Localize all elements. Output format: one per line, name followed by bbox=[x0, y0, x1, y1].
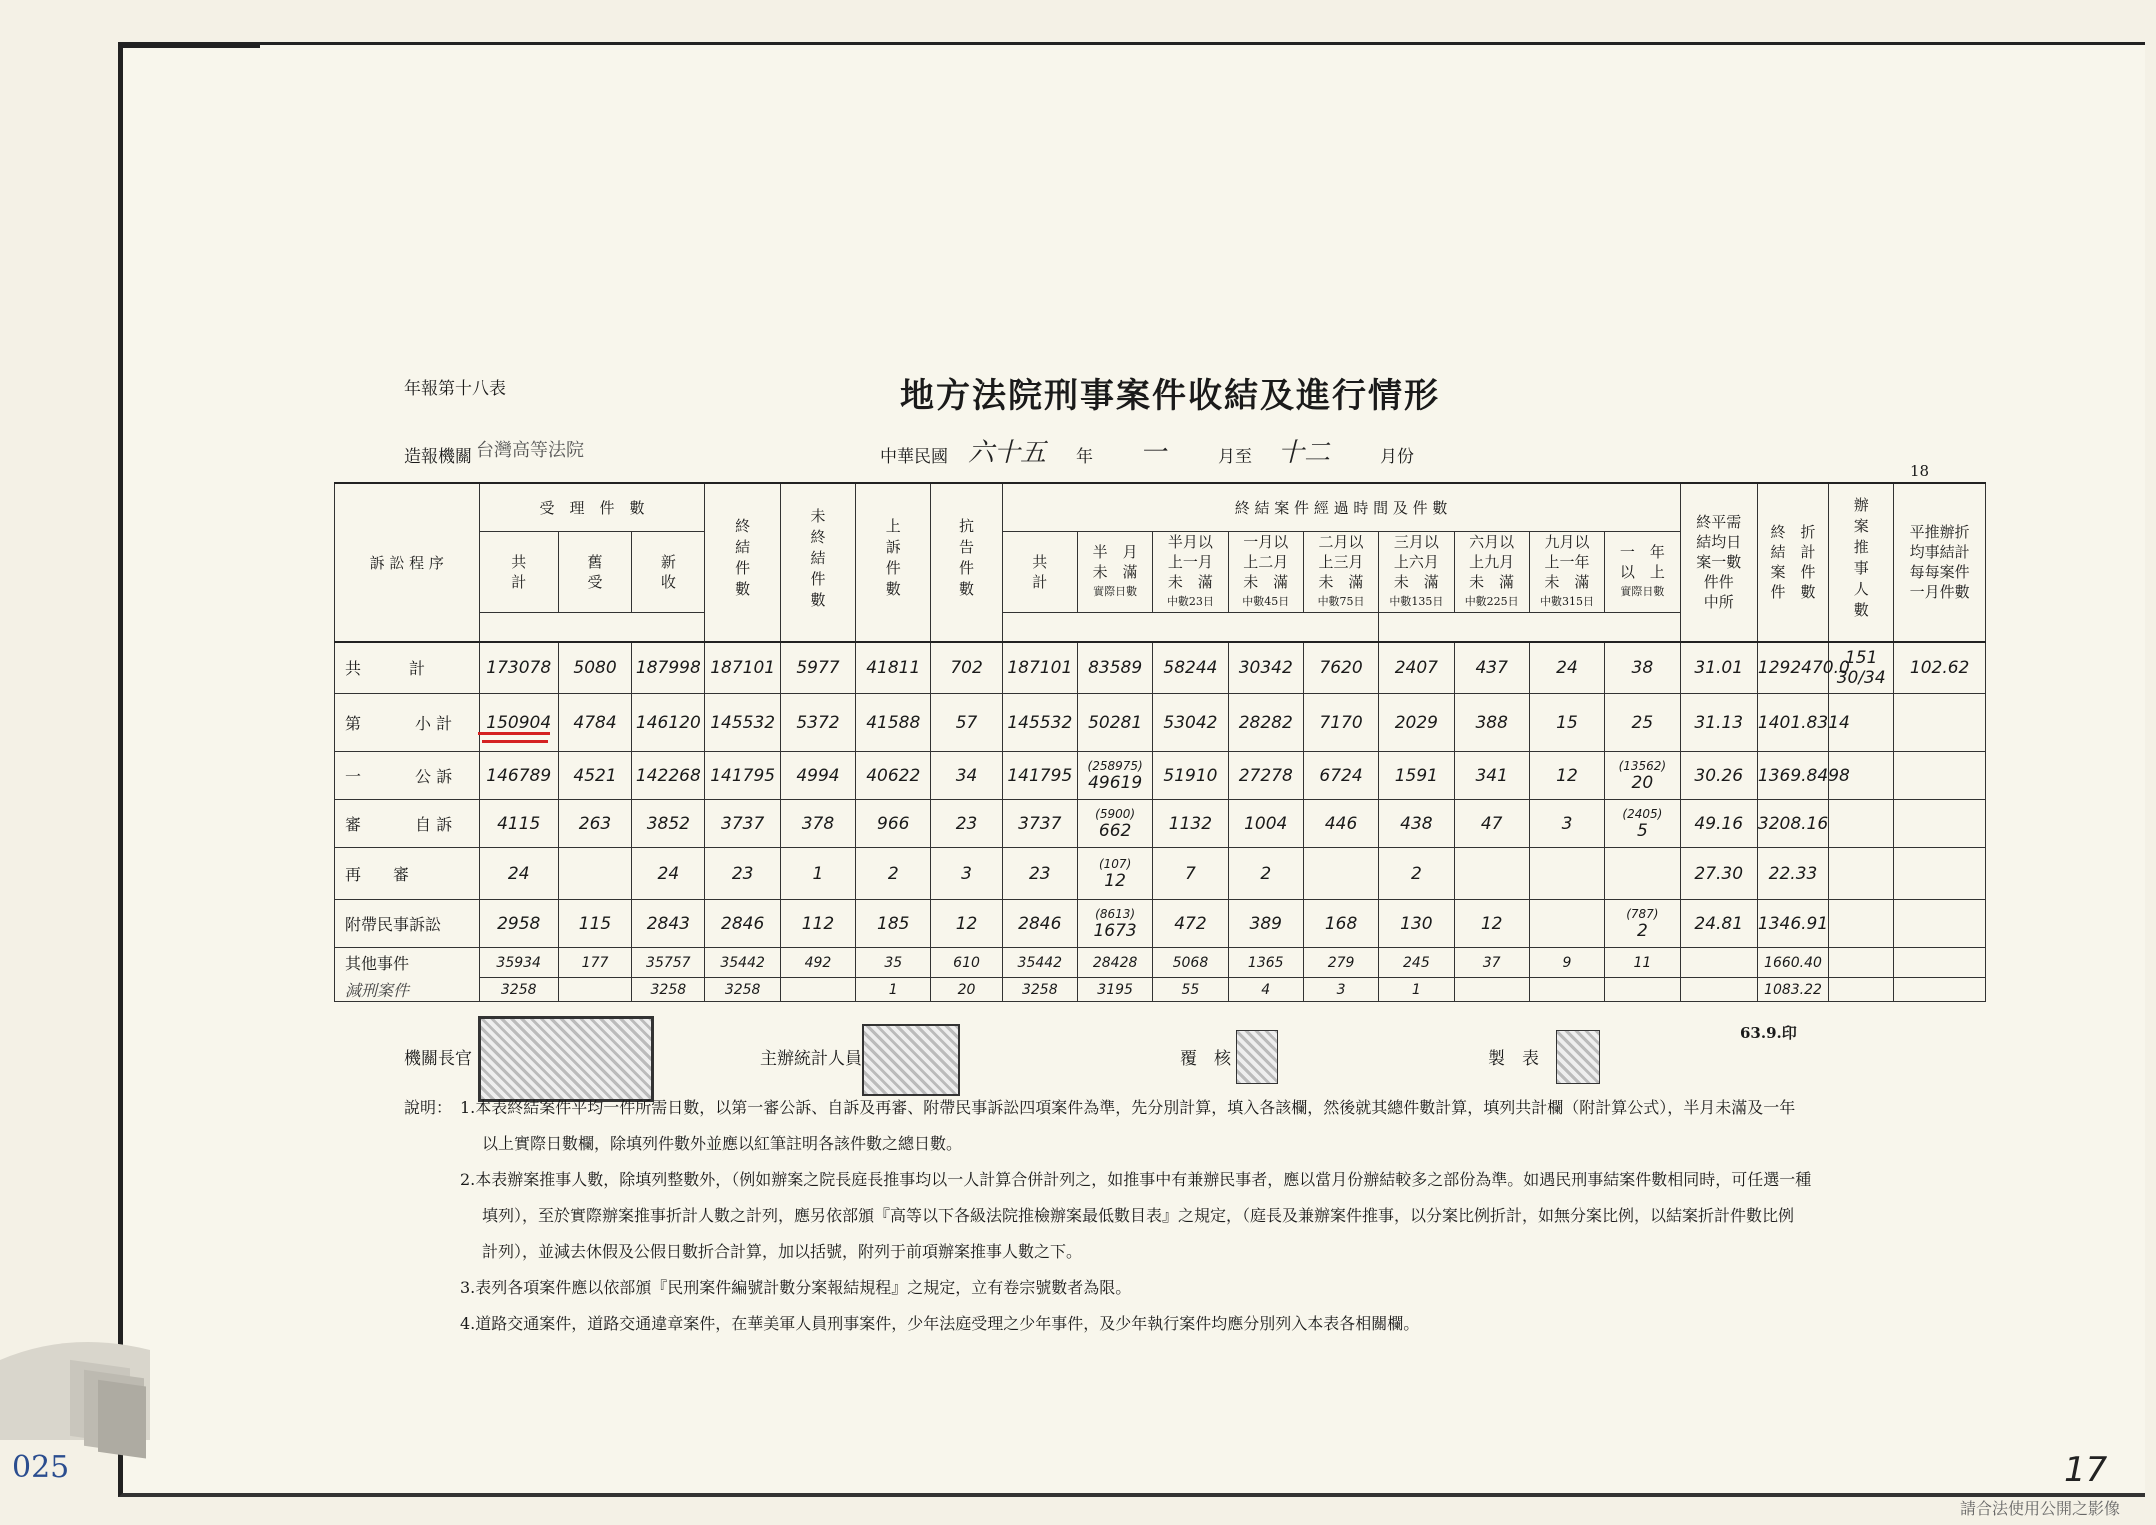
header-line: 件 數 bbox=[1770, 583, 1816, 602]
header-procedure: 訴 訟 程 序 bbox=[335, 483, 480, 642]
header-line: 案一數 bbox=[1696, 553, 1742, 572]
row-label bbox=[335, 800, 480, 848]
header-line: 三月以 bbox=[1393, 532, 1439, 551]
header-line: 一月件數 bbox=[1909, 583, 1970, 602]
table-cell: 15 bbox=[1529, 694, 1604, 752]
table-cell bbox=[1894, 800, 1986, 848]
table-cell: (5900) 662 bbox=[1077, 800, 1152, 848]
table-cell: 146789 bbox=[479, 752, 558, 800]
table-cell: 2846 bbox=[705, 900, 780, 948]
row-label: 減刑案件 bbox=[335, 978, 480, 1002]
table-cell: 151 30/34 bbox=[1829, 642, 1894, 694]
table-cell: 173078 bbox=[479, 642, 558, 694]
header-received-total bbox=[479, 531, 558, 612]
table-cell: 492 bbox=[780, 948, 855, 978]
header-line: 舊 bbox=[587, 552, 603, 571]
header-appeal: 上訴件數 bbox=[856, 483, 931, 642]
table-cell: 5372 bbox=[780, 694, 855, 752]
header-line: 新 bbox=[660, 552, 676, 571]
header-line: 每每案件 bbox=[1909, 563, 1970, 582]
row-label-text: 小 計 bbox=[415, 714, 453, 733]
header-line: 中數315日 bbox=[1540, 594, 1594, 608]
row-label: 再 審 bbox=[335, 848, 480, 900]
table-cell: 40622 bbox=[856, 752, 931, 800]
table-cell: 23 bbox=[1002, 848, 1077, 900]
table-cell: 142268 bbox=[632, 752, 705, 800]
table-cell: 141795 bbox=[1002, 752, 1077, 800]
table-cell: 25 bbox=[1605, 694, 1680, 752]
table-cell: 51910 bbox=[1153, 752, 1228, 800]
page-title: 地方法院刑事案件收結及進行情形 bbox=[900, 376, 1440, 416]
row-group: 一 bbox=[345, 767, 362, 786]
table-cell bbox=[1529, 848, 1604, 900]
header-line: 中所 bbox=[1703, 593, 1734, 612]
table-cell: 1004 bbox=[1228, 800, 1303, 848]
header-line: 受 bbox=[587, 572, 603, 591]
header-line: 上三月 bbox=[1318, 552, 1364, 571]
header-line: 實際日數 bbox=[1093, 584, 1138, 598]
row-label: 共 計 bbox=[335, 642, 480, 694]
header-line: 平推辦折 bbox=[1909, 523, 1970, 542]
table-cell: 378 bbox=[780, 800, 855, 848]
table-cell: (258975) 49619 bbox=[1077, 752, 1152, 800]
table-cell: 31.13 bbox=[1680, 694, 1757, 752]
header-line: 均事結計 bbox=[1909, 543, 1970, 562]
header-line: 未 滿 bbox=[1092, 562, 1138, 581]
table-cell bbox=[1894, 900, 1986, 948]
reporting-agency-label: 造報機關 bbox=[404, 447, 472, 467]
table-cell: 145532 bbox=[1002, 694, 1077, 752]
table-cell: 11 bbox=[1605, 948, 1680, 978]
table-cell: 7620 bbox=[1303, 642, 1378, 694]
table-row bbox=[335, 694, 1986, 752]
table-cell: 4 bbox=[1228, 978, 1303, 1002]
reviewer-seal bbox=[1236, 1030, 1278, 1084]
table-cell bbox=[1894, 752, 1986, 800]
table-cell: 9 bbox=[1529, 948, 1604, 978]
table-cell: 83589 bbox=[1077, 642, 1152, 694]
table-cell bbox=[780, 978, 855, 1002]
table-cell bbox=[1680, 948, 1757, 978]
table-cell: 1346.91 bbox=[1757, 900, 1828, 948]
note-line: 3.表列各項案件應以依部頒『民刑案件編號計數分案報結規程』之規定，立有卷宗號數者為限。 bbox=[460, 1278, 1132, 1297]
table-cell: 3208.16 bbox=[1757, 800, 1828, 848]
table-cell: 24.81 bbox=[1680, 900, 1757, 948]
table-cell: 34 bbox=[931, 752, 1002, 800]
header-line: 未 滿 bbox=[1544, 572, 1590, 591]
header-line: 中數75日 bbox=[1317, 594, 1365, 608]
table-cell: 12 bbox=[1529, 752, 1604, 800]
header-monthly-avg bbox=[1894, 483, 1986, 642]
header-line: 中數45日 bbox=[1242, 594, 1290, 608]
header-line: 中數135日 bbox=[1389, 594, 1444, 608]
header-line: 案 件 bbox=[1770, 563, 1816, 582]
header-line: 結均日 bbox=[1696, 533, 1742, 552]
table-cell: 2 bbox=[1379, 848, 1454, 900]
table-cell: 41811 bbox=[856, 642, 931, 694]
table-cell: 102.62 bbox=[1894, 642, 1986, 694]
header-line: 以 上 bbox=[1619, 562, 1665, 581]
header-received-new bbox=[632, 531, 705, 612]
table-cell: 3852 bbox=[632, 800, 705, 848]
header-line: 二月以 bbox=[1318, 532, 1364, 551]
table-cell bbox=[1894, 948, 1986, 978]
header-line: 六月以 bbox=[1469, 532, 1515, 551]
table-cell: 22.33 bbox=[1757, 848, 1828, 900]
table-cell: 2958 bbox=[479, 900, 558, 948]
header-avg-days bbox=[1680, 483, 1757, 642]
table-cell: (107) 12 bbox=[1077, 848, 1152, 900]
header-line: 上九月 bbox=[1469, 552, 1515, 571]
row-label: 附帶民事訴訟 bbox=[335, 900, 480, 948]
note-line: 4.道路交通案件，道路交通違章案件，在華美軍人員刑事案件，少年法庭受理之少年事件，及少年執行案件均應分別列入本表各相關欄。 bbox=[460, 1314, 1420, 1333]
table-cell: 2029 bbox=[1379, 694, 1454, 752]
watermark-text: 請合法使用公開之影像 bbox=[1960, 1499, 2121, 1518]
table-cell: 6724 bbox=[1303, 752, 1378, 800]
header-line: 計 bbox=[511, 572, 527, 591]
table-cell: 5068 bbox=[1153, 948, 1228, 978]
table-cell: (8613) 1673 bbox=[1077, 900, 1152, 948]
head-of-agency-label: 機關長官 bbox=[404, 1049, 472, 1069]
header-line: 未 滿 bbox=[1469, 572, 1515, 591]
table-cell: 115 bbox=[558, 900, 631, 948]
note-line: 1.本表終結案件平均一件所需日數，以第一審公訴、自訴及再審、附帶民事訴訟四項案件為準，先分別計算，填入各該欄，然後就其總件數計算，填列共計欄（附計算公式），半月未滿及一年 bbox=[460, 1098, 1796, 1117]
note-line: 填列），至於實際辦案推事折計人數之計列，應另依部頒『高等以下各級法院推檢辦案最低數目表』之規定，（庭長及兼辦案件推事，以分案比例折計，如無分案比例，以結案折計件數比例 bbox=[482, 1206, 1795, 1225]
header-el-b2 bbox=[1153, 531, 1228, 612]
table-cell: 24 bbox=[1529, 642, 1604, 694]
table-cell: 58244 bbox=[1153, 642, 1228, 694]
red-underline-mark-2 bbox=[482, 740, 548, 743]
table-cell bbox=[1454, 978, 1529, 1002]
row-label-text: 自 訴 bbox=[415, 815, 453, 834]
preparer-seal bbox=[1556, 1030, 1600, 1084]
print-code: 63.9.印 bbox=[1740, 1024, 1797, 1042]
table-cell bbox=[1829, 948, 1894, 978]
table-cell bbox=[558, 848, 631, 900]
table-cell: 27278 bbox=[1228, 752, 1303, 800]
table-row bbox=[335, 848, 1986, 900]
header-line: 結 計 bbox=[1770, 543, 1816, 562]
statistics-table bbox=[334, 482, 1986, 1002]
table-row bbox=[335, 642, 1986, 694]
table-cell bbox=[1303, 848, 1378, 900]
table-cell: 187101 bbox=[705, 642, 780, 694]
table-row bbox=[335, 900, 1986, 948]
table-cell bbox=[1605, 978, 1680, 1002]
table-cell: (13562) 20 bbox=[1605, 752, 1680, 800]
header-line: 上一年 bbox=[1544, 552, 1590, 571]
month-to: 十二 bbox=[1278, 438, 1331, 468]
table-cell: 28428 bbox=[1077, 948, 1152, 978]
table-cell: 702 bbox=[931, 642, 1002, 694]
table-cell: (2405) 5 bbox=[1605, 800, 1680, 848]
table-cell: 50281 bbox=[1077, 694, 1152, 752]
table-cell bbox=[1529, 978, 1604, 1002]
month-from: 一 bbox=[1140, 438, 1167, 468]
notes-label: 說明： bbox=[404, 1098, 453, 1117]
table-cell: 2843 bbox=[632, 900, 705, 948]
table-cell: 35442 bbox=[705, 948, 780, 978]
table-cell bbox=[558, 978, 631, 1002]
header-line: 未 滿 bbox=[1167, 572, 1213, 591]
reporting-agency-stamp: 台灣高等法院 bbox=[476, 440, 584, 461]
table-cell bbox=[1829, 978, 1894, 1002]
statistics-officer-label: 主辦統計人員 bbox=[760, 1049, 862, 1069]
table-cell: 35757 bbox=[632, 948, 705, 978]
table-row bbox=[335, 978, 1986, 1002]
table-cell: 24 bbox=[632, 848, 705, 900]
table-cell: 3258 bbox=[479, 978, 558, 1002]
header-line: 未 滿 bbox=[1393, 572, 1439, 591]
table-cell bbox=[1680, 978, 1757, 1002]
year-label: 年 bbox=[1076, 447, 1093, 467]
note-line: 以上實際日數欄，除填列件數外並應以紅筆註明各該件數之總日數。 bbox=[482, 1134, 963, 1153]
table-cell: 3737 bbox=[705, 800, 780, 848]
table-cell bbox=[1894, 978, 1986, 1002]
year-value: 六十五 bbox=[968, 438, 1047, 468]
header-el-b4 bbox=[1303, 531, 1378, 612]
header-elapsed: 終 結 案 件 經 過 時 間 及 件 數 bbox=[1002, 483, 1680, 531]
left-page-number: 025 bbox=[12, 1450, 70, 1485]
header-line: 半 月 bbox=[1092, 542, 1138, 561]
header-el-total bbox=[1002, 531, 1077, 612]
reviewer-label: 覆 核 bbox=[1180, 1049, 1231, 1069]
table-cell: 4521 bbox=[558, 752, 631, 800]
table-cell: 30.26 bbox=[1680, 752, 1757, 800]
header-el-b3 bbox=[1228, 531, 1303, 612]
statistics-officer-seal bbox=[862, 1024, 960, 1096]
period-prefix: 中華民國 bbox=[880, 447, 948, 467]
table-cell: 12 bbox=[1454, 900, 1529, 948]
table-cell: 4994 bbox=[780, 752, 855, 800]
table-cell: 24 bbox=[479, 848, 558, 900]
table-cell: 35934 bbox=[479, 948, 558, 978]
table-cell: 1 bbox=[1379, 978, 1454, 1002]
table-cell: 53042 bbox=[1153, 694, 1228, 752]
header-line: 一 年 bbox=[1619, 542, 1665, 561]
header-converted bbox=[1757, 483, 1828, 642]
right-page-number: 17 bbox=[2064, 1450, 2108, 1490]
table-cell: 263 bbox=[558, 800, 631, 848]
table-cell: 245 bbox=[1379, 948, 1454, 978]
preparer-label: 製 表 bbox=[1488, 1049, 1539, 1069]
table-cell: 610 bbox=[931, 948, 1002, 978]
header-line: 九月以 bbox=[1544, 532, 1590, 551]
table-cell: 1 bbox=[780, 848, 855, 900]
table-cell: 1083.22 bbox=[1757, 978, 1828, 1002]
row-label bbox=[335, 694, 480, 752]
table-cell: 3 bbox=[931, 848, 1002, 900]
table-cell: 150904 bbox=[479, 694, 558, 752]
form-number: 年報第十八表 bbox=[404, 379, 506, 399]
header-received: 受 理 件 數 bbox=[479, 483, 705, 531]
header-line: 中數23日 bbox=[1166, 594, 1214, 608]
note-line: 2.本表辦案推事人數，除填列整數外，（例如辦案之院長庭長推事均以一人計算合併計列之，如推事中有兼辦民事者，應以當月份辦結較多之部份為準。如遇民刑事結案件數相同時，可任選一種 bbox=[460, 1170, 1812, 1189]
table-cell bbox=[1894, 694, 1986, 752]
table-cell bbox=[1894, 848, 1986, 900]
header-line: 收 bbox=[660, 572, 676, 591]
header-line: 未 滿 bbox=[1318, 572, 1364, 591]
header-line: 件件 bbox=[1703, 573, 1734, 592]
row-label bbox=[335, 752, 480, 800]
table-cell bbox=[1605, 848, 1680, 900]
table-cell: 141795 bbox=[705, 752, 780, 800]
header-line: 共 bbox=[1032, 552, 1048, 571]
header-spacer bbox=[479, 612, 1379, 642]
table-cell: 1132 bbox=[1153, 800, 1228, 848]
table-row bbox=[335, 800, 1986, 848]
header-unclosed: 未終結件數 bbox=[780, 483, 855, 642]
table-cell: 2846 bbox=[1002, 900, 1077, 948]
header-closed: 終結件數 bbox=[705, 483, 780, 642]
table-cell: 341 bbox=[1454, 752, 1529, 800]
table-cell: 446 bbox=[1303, 800, 1378, 848]
top-clip-mark bbox=[120, 42, 260, 62]
table-cell: 3737 bbox=[1002, 800, 1077, 848]
table-cell: 38 bbox=[1605, 642, 1680, 694]
table-cell: 966 bbox=[856, 800, 931, 848]
header-line: 終平需 bbox=[1696, 513, 1742, 532]
table-cell: 37 bbox=[1454, 948, 1529, 978]
table-cell: 23 bbox=[705, 848, 780, 900]
table-cell: 30342 bbox=[1228, 642, 1303, 694]
table-cell: 27.30 bbox=[1680, 848, 1757, 900]
table-cell: 1401.8314 bbox=[1757, 694, 1828, 752]
header-el-b1 bbox=[1077, 531, 1152, 612]
table-cell bbox=[1829, 800, 1894, 848]
table-cell: 12 bbox=[931, 900, 1002, 948]
table-cell: 2 bbox=[856, 848, 931, 900]
month-suffix: 月份 bbox=[1380, 447, 1414, 467]
table-cell: 1660.40 bbox=[1757, 948, 1828, 978]
table-cell: 279 bbox=[1303, 948, 1378, 978]
table-cell: 5977 bbox=[780, 642, 855, 694]
header-line: 上一月 bbox=[1167, 552, 1213, 571]
note-line: 計列），並減去休假及公假日數折合計算，加以括號，附列于前項辦案推事人數之下。 bbox=[482, 1242, 1083, 1261]
row-group: 審 bbox=[345, 815, 362, 834]
table-cell: 1 bbox=[856, 978, 931, 1002]
red-underline-mark bbox=[478, 732, 550, 735]
table-cell: 41588 bbox=[856, 694, 931, 752]
notes-section bbox=[404, 1090, 2004, 1342]
table-cell: (787) 2 bbox=[1605, 900, 1680, 948]
table-cell: 55 bbox=[1153, 978, 1228, 1002]
table-cell: 35442 bbox=[1002, 948, 1077, 978]
table-cell: 31.01 bbox=[1680, 642, 1757, 694]
table-cell: 20 bbox=[931, 978, 1002, 1002]
table-cell: 185 bbox=[856, 900, 931, 948]
table-cell: 3258 bbox=[1002, 978, 1077, 1002]
table-cell: 2 bbox=[1228, 848, 1303, 900]
table-cell: 47 bbox=[1454, 800, 1529, 848]
table-row bbox=[335, 948, 1986, 978]
table-cell: 4115 bbox=[479, 800, 558, 848]
header-line: 共 bbox=[511, 552, 527, 571]
header-el-b5 bbox=[1379, 531, 1454, 612]
table-cell: 1369.8498 bbox=[1757, 752, 1828, 800]
table-cell: 3 bbox=[1529, 800, 1604, 848]
page-corner-number: 18 bbox=[1910, 462, 1930, 480]
table-cell bbox=[1829, 848, 1894, 900]
table-cell bbox=[1529, 900, 1604, 948]
table-cell: 5080 bbox=[558, 642, 631, 694]
table-cell: 187998 bbox=[632, 642, 705, 694]
table-cell: 437 bbox=[1454, 642, 1529, 694]
table-cell: 112 bbox=[780, 900, 855, 948]
table-cell: 7170 bbox=[1303, 694, 1378, 752]
header-line: 中數225日 bbox=[1464, 594, 1519, 608]
table-cell: 168 bbox=[1303, 900, 1378, 948]
row-group: 第 bbox=[345, 714, 362, 733]
header-line: 實際日數 bbox=[1620, 584, 1665, 598]
table-cell: 438 bbox=[1379, 800, 1454, 848]
row-label-text: 公 訴 bbox=[415, 767, 453, 786]
table-cell: 1292470.0 bbox=[1757, 642, 1828, 694]
header-el-b7 bbox=[1529, 531, 1604, 612]
header-el-b8 bbox=[1605, 531, 1680, 612]
row-label: 其他事件 bbox=[335, 948, 480, 978]
table-cell: 3258 bbox=[705, 978, 780, 1002]
archive-logo bbox=[0, 1320, 170, 1440]
table-cell: 4784 bbox=[558, 694, 631, 752]
table-cell: 1365 bbox=[1228, 948, 1303, 978]
table-cell: 3195 bbox=[1077, 978, 1152, 1002]
table-cell: 23 bbox=[931, 800, 1002, 848]
table-cell: 49.16 bbox=[1680, 800, 1757, 848]
notes-list bbox=[404, 1090, 2004, 1342]
table-cell: 3 bbox=[1303, 978, 1378, 1002]
table-cell: 57 bbox=[931, 694, 1002, 752]
table-row bbox=[335, 752, 1986, 800]
table-cell: 2407 bbox=[1379, 642, 1454, 694]
table-cell bbox=[1829, 900, 1894, 948]
table-cell: 187101 bbox=[1002, 642, 1077, 694]
header-judges: 辦案推事人數 bbox=[1829, 483, 1894, 642]
header-line: 上六月 bbox=[1393, 552, 1439, 571]
header-line: 半月以 bbox=[1167, 532, 1213, 551]
header-line: 一月以 bbox=[1243, 532, 1289, 551]
header-line: 未 滿 bbox=[1243, 572, 1289, 591]
header-line: 計 bbox=[1032, 572, 1048, 591]
table-cell: 145532 bbox=[705, 694, 780, 752]
table-cell: 7 bbox=[1153, 848, 1228, 900]
table-cell: 130 bbox=[1379, 900, 1454, 948]
table-cell bbox=[1454, 848, 1529, 900]
table-body bbox=[335, 642, 1986, 1002]
table-cell: 177 bbox=[558, 948, 631, 978]
header-el-b6 bbox=[1454, 531, 1529, 612]
table-cell: 389 bbox=[1228, 900, 1303, 948]
table-cell: 35 bbox=[856, 948, 931, 978]
table-cell: 28282 bbox=[1228, 694, 1303, 752]
header-received-old bbox=[558, 531, 631, 612]
table-cell: 3258 bbox=[632, 978, 705, 1002]
table-cell: 388 bbox=[1454, 694, 1529, 752]
table-cell: 1591 bbox=[1379, 752, 1454, 800]
table-cell: 472 bbox=[1153, 900, 1228, 948]
header-protest: 抗告件數 bbox=[931, 483, 1002, 642]
table-cell: 146120 bbox=[632, 694, 705, 752]
header-line: 終 折 bbox=[1770, 523, 1816, 542]
month-to-label: 月至 bbox=[1218, 447, 1252, 467]
header-line: 上二月 bbox=[1243, 552, 1289, 571]
